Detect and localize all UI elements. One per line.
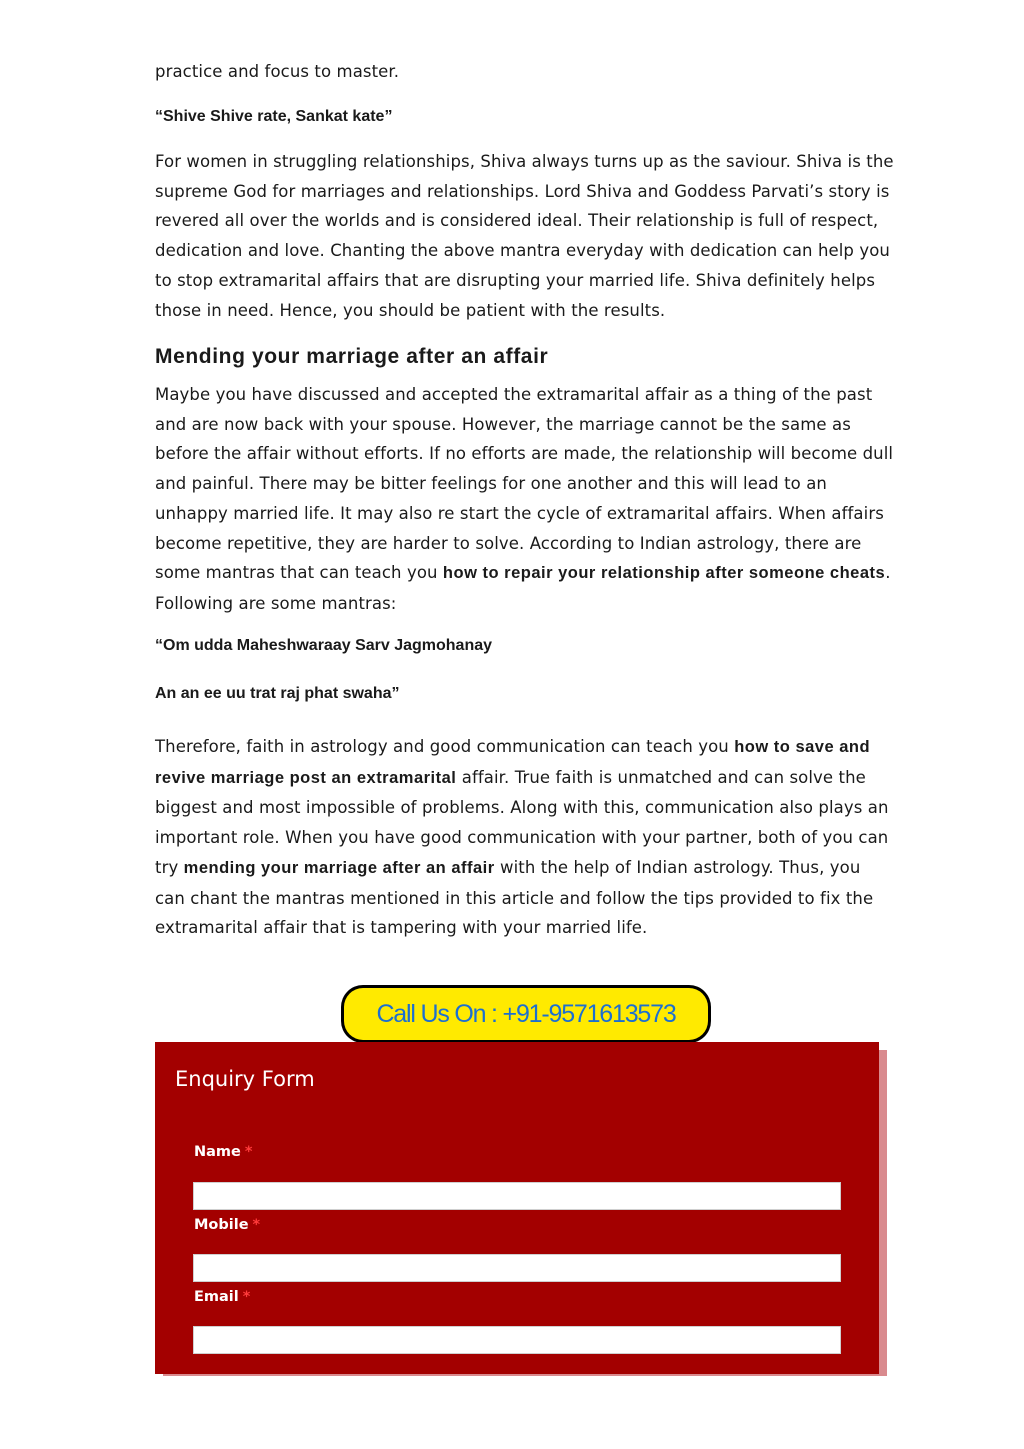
name-required-mark: * — [244, 1144, 253, 1160]
email-label-text: Email — [194, 1289, 239, 1305]
closing-text-1: Therefore, faith in astrology and good communication can teach you — [155, 737, 735, 756]
closing-paragraph — [155, 732, 895, 943]
mending-paragraph-text: Maybe you have discussed and accepted the extramarital affair as a thing of the past and are now back with your spouse. However, the marriage cannot be the same as before the affair without efforts. If no efforts are made, the relationship will become dull and painful. There may be bitter feelings for one another and this will lead to an unhappy married life. It may also re start the cycle of extramarital affairs. When affairs become repetitive, they are harder to solve. According to Indian astrology, there are some mantras that can teach you — [155, 385, 894, 583]
email-required-mark: * — [242, 1289, 251, 1305]
mending-paragraph — [155, 380, 895, 619]
mobile-required-mark: * — [252, 1217, 261, 1233]
email-field-label — [194, 1289, 250, 1305]
name-field-label — [194, 1144, 252, 1160]
mobile-label-text: Mobile — [194, 1217, 249, 1233]
om-mantra-line-1: “Om udda Maheshwaraay Sarv Jagmohanay — [155, 637, 493, 654]
closing-text-2: affair. True faith is unmatched and can solve the biggest and most impossible of problems. Along with this, communication also plays an important role. When you have good communication with your partner, both of you can try — [155, 767, 889, 877]
name-input[interactable] — [193, 1182, 841, 1210]
closing-bold-1: how to save and revive marriage post an extramarital — [155, 738, 871, 787]
mobile-field-label — [194, 1217, 260, 1233]
mobile-input[interactable] — [193, 1254, 841, 1282]
shiva-paragraph: For women in struggling relationships, Shiva always turns up as the saviour. Shiva is the supreme God for marriages and relationships. Lord Shiva and Goddess Parvati’s story is revered all over the worlds and is considered ideal. Their relationship is full of respect, dedication and love. Chanting the above mantra everyday with dedication can help you to stop extramarital affairs that are disrupting your married life. Shiva definitely helps those in need. Hence, you should be patient with the results. — [155, 152, 894, 320]
email-input[interactable] — [193, 1326, 841, 1354]
mending-paragraph-bold: how to repair your relationship after someone cheats — [442, 564, 886, 583]
closing-bold-2: mending your marriage after an affair — [183, 858, 495, 877]
enquiry-form-title: Enquiry Form — [175, 1067, 315, 1091]
shiva-mantra: “Shive Shive rate, Sankat kate” — [155, 108, 393, 125]
enquiry-form — [155, 1042, 879, 1374]
closing-text-3: with the help of Indian astrology. Thus, you can chant the mantras mentioned in this article and follow the tips provided to fix the extramarital affair that is tampering with your married life. — [155, 857, 874, 938]
call-us-button[interactable]: Call Us On : +91-9571613573 — [344, 988, 708, 1040]
mending-heading: Mending your marriage after an affair — [155, 345, 549, 368]
mending-paragraph-tail: . Following are some mantras: — [155, 563, 891, 613]
name-label-text: Name — [194, 1144, 241, 1160]
intro-tail-text: practice and focus to master. — [155, 62, 400, 81]
om-mantra-line-2: An an ee uu trat raj phat swaha” — [155, 685, 400, 702]
call-button-frame[interactable] — [341, 985, 711, 1043]
